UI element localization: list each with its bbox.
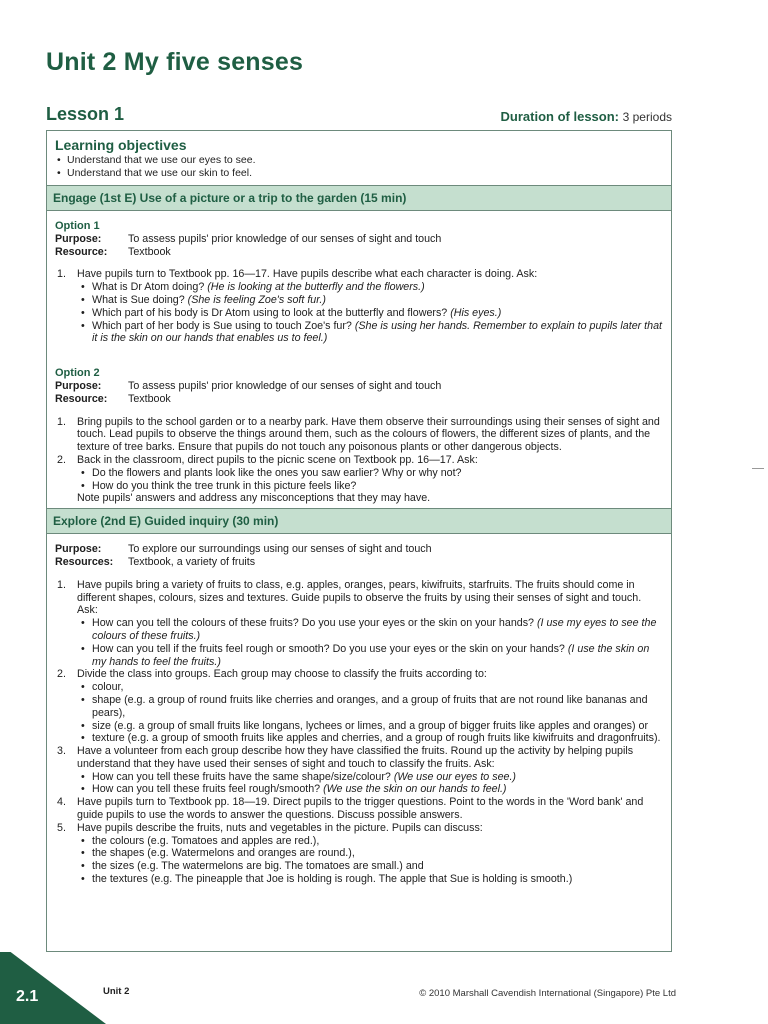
explore-section-header: Explore (2nd E) Guided inquiry (30 min)	[47, 508, 671, 534]
question-item: • How do you think the tree trunk in this picture feels like?	[77, 480, 663, 493]
answer-text: (She is using her hands. Remember to explain to pupils later that it is the skin on our hands that enables us to feel.)	[92, 319, 662, 345]
step-text: Have pupils bring a variety of fruits to class, e.g. apples, oranges, pears, kiwifruits, starfruits. The fruits should come in different shapes, colours, sizes and textures. Guide pupils to observe the fruits by using their senses of sight and touch. Ask:	[77, 578, 642, 617]
question-text: Which part of his body is Dr Atom using to look at the butterfly and flowers?	[92, 306, 448, 319]
step-number: 5.	[57, 821, 66, 834]
lesson-plan-box	[46, 130, 672, 952]
step-item	[55, 454, 663, 505]
answer-text: (I use my eyes to see the colours of these fruits.)	[92, 617, 657, 642]
engage-option-1	[47, 211, 671, 345]
bullet-item: • the textures (e.g. The pineapple that Joe is holding is rough. The apple that Sue is holding is smooth.)	[77, 873, 663, 886]
unit-title: Unit 2 My five senses	[46, 48, 304, 76]
resources-text: Textbook, a variety of fruits	[128, 555, 256, 568]
bullet-item: • texture (e.g. a group of smooth fruits like apples and cherries, and a group of rough fruits like kiwifruits and dragonfruits).	[77, 732, 663, 745]
engage-option-2	[47, 345, 671, 505]
objective-item: • Understand that we use our eyes to see.	[55, 154, 663, 167]
step-text: Have a volunteer from each group describe how they have classified the fruits. Round up the activity by helping pupils understand that they have used their senses of sight and touch to classify the fruits. Ask:	[77, 745, 634, 770]
step-text: Have pupils describe the fruits, nuts and vegetables in the picture. Pupils can discuss:	[77, 821, 483, 834]
footer-unit-label: Unit 2	[103, 986, 130, 997]
step-item	[55, 668, 663, 745]
step-number: 3.	[57, 745, 66, 758]
question-item	[77, 771, 663, 784]
question-text: How can you tell these fruits feel rough/smooth?	[92, 783, 321, 796]
question-text: What is Dr Atom doing?	[92, 281, 205, 294]
answer-text: (We use the skin on our hands to feel.)	[323, 783, 507, 796]
step-text: Have pupils turn to Textbook pp. 16—17. Have pupils describe what each character is doing. Ask:	[77, 268, 538, 281]
answer-text: (He is looking at the butterfly and the flowers.)	[207, 281, 425, 294]
duration-value: 3 periods	[622, 110, 672, 124]
answer-text: (We use our eyes to see.)	[393, 770, 516, 783]
step-item	[55, 745, 663, 796]
objective-item: • Understand that we use our skin to feel.	[55, 167, 663, 180]
explore-section	[47, 534, 671, 886]
step-text: Back in the classroom, direct pupils to the picnic scene on Textbook pp. 16—17. Ask:	[77, 453, 478, 466]
answer-text: (His eyes.)	[450, 306, 502, 319]
question-item	[77, 320, 663, 346]
bullet-item: • shape (e.g. a group of round fruits like cherries and oranges, and a group of fruits that are not round like bananas and pears),	[77, 694, 663, 720]
step-number: 1.	[57, 268, 66, 281]
step-number: 4.	[57, 796, 66, 809]
resource-text: Textbook	[128, 392, 171, 405]
step-item	[55, 579, 663, 669]
step-item	[55, 416, 663, 454]
note-text: Note pupils' answers and address any misconceptions that they may have.	[77, 492, 431, 505]
step-item	[55, 268, 663, 345]
bullet-item: • the shapes (e.g. Watermelons and oranges are round.),	[77, 847, 663, 860]
bullet-item: • colour,	[77, 681, 663, 694]
question-text: What is Sue doing?	[92, 293, 185, 306]
question-item	[77, 643, 663, 669]
purpose-text: To assess pupils' prior knowledge of our senses of sight and touch	[128, 232, 442, 245]
answer-text: (I use the skin on my hands to feel the fruits.)	[92, 642, 650, 668]
step-number: 2.	[57, 668, 66, 681]
step-text: Bring pupils to the school garden or to a nearby park. Have them observe their surroundings using their senses of sight and touch. Lead pupils to observe the things around them, such as the colours of flowers, the different sizes of plants, and the texture of tree barks. Ensure that pupils do not touch any poisonous plants or other dangerous objects.	[77, 415, 660, 454]
question-item: • Do the flowers and plants look like the ones you saw earlier? Why or why not?	[77, 467, 663, 480]
resource-label: Resource:	[55, 392, 108, 405]
purpose-label: Purpose:	[55, 379, 102, 392]
purpose-label: Purpose:	[55, 232, 102, 245]
question-text: How can you tell these fruits have the same shape/size/colour?	[92, 770, 391, 783]
step-item	[55, 822, 663, 886]
question-text: Which part of her body is Sue using to touch Zoe's fur?	[92, 319, 352, 332]
question-item	[77, 307, 663, 320]
page-number: 2.1	[16, 988, 39, 1005]
copyright-notice: © 2010 Marshall Cavendish International (Singapore) Pte Ltd	[419, 988, 676, 999]
option-2-title: Option 2	[55, 367, 100, 380]
engage-section-header: Engage (1st E) Use of a picture or a trip to the garden (15 min)	[47, 185, 671, 211]
lesson-title: Lesson 1	[46, 104, 125, 124]
question-text: How can you tell the colours of these fruits? Do you use your eyes or the skin on your hands?	[92, 617, 534, 630]
bullet-item: • size (e.g. a group of small fruits like longans, lychees or limes, and a group of bigger fruits like apples and oranges) or	[77, 720, 663, 733]
margin-mark	[752, 468, 764, 469]
step-number: 2.	[57, 453, 66, 466]
question-item	[77, 281, 663, 294]
learning-objectives	[47, 131, 671, 185]
step-number: 1.	[57, 415, 66, 428]
question-item	[77, 617, 663, 643]
objectives-heading: Learning objectives	[55, 137, 187, 153]
resources-label: Resources:	[55, 555, 114, 568]
question-item	[77, 783, 663, 796]
purpose-text: To assess pupils' prior knowledge of our senses of sight and touch	[128, 379, 442, 392]
question-text: How can you tell if the fruits feel rough or smooth? Do you use your eyes or the skin on your hands?	[92, 642, 565, 655]
lesson-duration	[501, 109, 672, 124]
step-text: Divide the class into groups. Each group may choose to classify the fruits according to:	[77, 668, 487, 681]
purpose-label: Purpose:	[55, 543, 102, 556]
option-1-title: Option 1	[55, 220, 100, 232]
resource-text: Textbook	[128, 245, 171, 258]
bullet-item: • the colours (e.g. Tomatoes and apples are red.),	[77, 835, 663, 848]
step-item	[55, 796, 663, 822]
step-number: 1.	[57, 578, 66, 591]
duration-label: Duration of lesson:	[500, 109, 619, 124]
bullet-item: • the sizes (e.g. The watermelons are big. The tomatoes are small.) and	[77, 860, 663, 873]
answer-text: (She is feeling Zoe's soft fur.)	[187, 293, 326, 306]
step-text: Have pupils turn to Textbook pp. 18—19. Direct pupils to the trigger questions. Point to the words in the 'Word bank' and guide pupils to use the words to answer the questions. Discuss possible answers.	[77, 796, 644, 822]
purpose-text: To explore our surroundings using our senses of sight and touch	[128, 543, 432, 556]
resource-label: Resource:	[55, 245, 108, 258]
question-item	[77, 294, 663, 307]
